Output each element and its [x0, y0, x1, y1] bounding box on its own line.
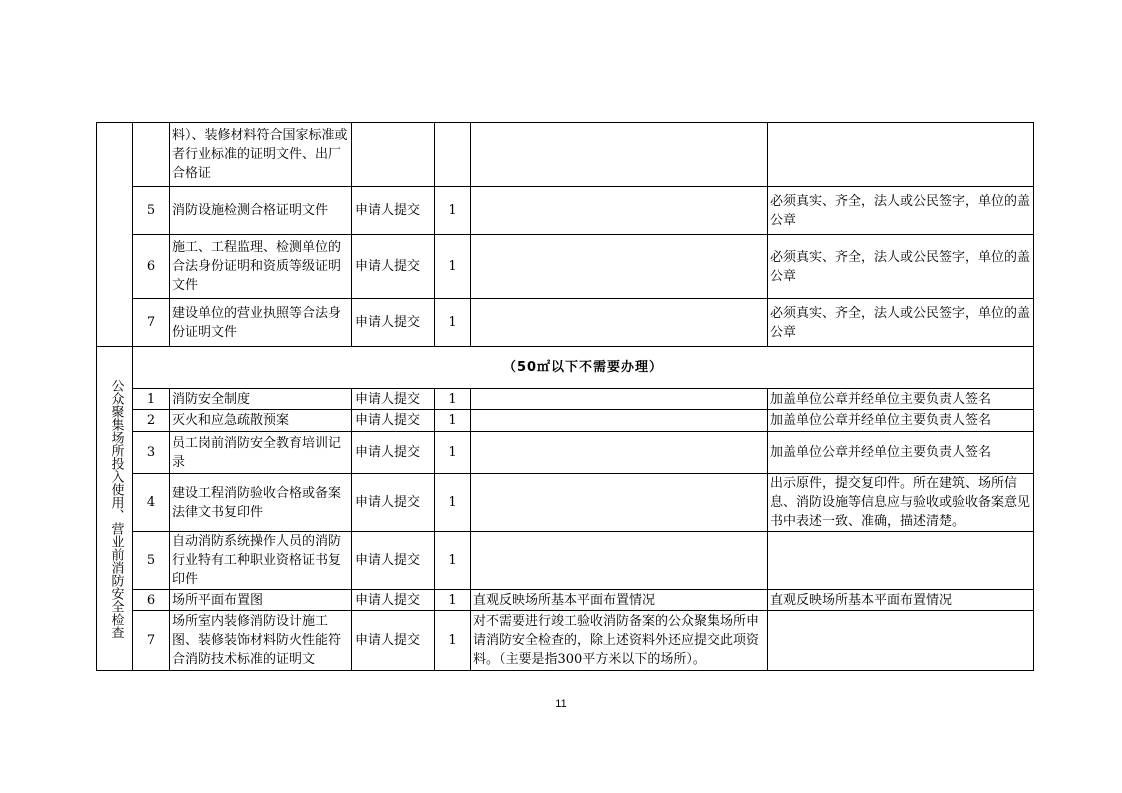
material-requirement: 对不需要进行竣工验收消防备案的公众聚集场所申请消防安全检查的，除上述资料外还应提交此项资料。（主要是指300平方米以下的场所）。 — [471, 611, 768, 671]
material-requirement — [471, 123, 768, 187]
section-banner: （50㎡以下不需要办理） — [133, 347, 1034, 389]
material-source — [352, 123, 435, 187]
row-number: 7 — [133, 611, 170, 671]
material-count — [435, 123, 471, 187]
material-name: 施工、工程监理、检测单位的合法身份证明和资质等级证明文件 — [170, 235, 352, 299]
section-title-cell — [97, 123, 133, 347]
material-source: 申请人提交 — [352, 432, 435, 474]
row-number: 6 — [133, 235, 170, 299]
material-name: 自动消防系统操作人员的消防行业特有工种职业资格证书复印件 — [170, 532, 352, 590]
material-source: 申请人提交 — [352, 389, 435, 410]
material-name: 场所室内装修消防设计施工图、装修装饰材料防火性能符合消防技术标准的证明文 — [170, 611, 352, 671]
material-name: 消防设施检测合格证明文件 — [170, 187, 352, 235]
document-table — [96, 122, 1034, 671]
material-source: 申请人提交 — [352, 299, 435, 347]
material-name: 建设工程消防验收合格或备案法律文书复印件 — [170, 474, 352, 532]
material-requirement — [471, 389, 768, 410]
material-requirement — [471, 532, 768, 590]
material-source: 申请人提交 — [352, 410, 435, 432]
row-number: 2 — [133, 410, 170, 432]
material-note: 直观反映场所基本平面布置情况 — [768, 590, 1034, 611]
table-row — [97, 389, 1034, 410]
material-note — [768, 123, 1034, 187]
row-number: 4 — [133, 474, 170, 532]
material-count: 1 — [435, 299, 471, 347]
section-title-cell — [97, 347, 133, 671]
material-name: 员工岗前消防安全教育培训记录 — [170, 432, 352, 474]
material-source: 申请人提交 — [352, 590, 435, 611]
material-requirement — [471, 432, 768, 474]
material-note: 出示原件，提交复印件。所在建筑、场所信息、消防设施等信息应与验收或验收备案意见书中表述一致、准确，描述清楚。 — [768, 474, 1034, 532]
material-count: 1 — [435, 235, 471, 299]
row-number: 1 — [133, 389, 170, 410]
material-count: 1 — [435, 389, 471, 410]
material-requirement — [471, 187, 768, 235]
table-row — [97, 590, 1034, 611]
material-requirement: 直观反映场所基本平面布置情况 — [471, 590, 768, 611]
material-source: 申请人提交 — [352, 187, 435, 235]
material-count: 1 — [435, 474, 471, 532]
material-name: 灭火和应急疏散预案 — [170, 410, 352, 432]
material-requirement — [471, 410, 768, 432]
table-row — [97, 299, 1034, 347]
material-count: 1 — [435, 611, 471, 671]
material-count: 1 — [435, 187, 471, 235]
material-requirement — [471, 235, 768, 299]
row-number: 3 — [133, 432, 170, 474]
table-row — [97, 235, 1034, 299]
material-requirement — [471, 299, 768, 347]
row-number: 5 — [133, 532, 170, 590]
material-count: 1 — [435, 432, 471, 474]
material-note: 必须真实、齐全，法人或公民签字，单位的盖公章 — [768, 299, 1034, 347]
table-row — [97, 474, 1034, 532]
material-note: 必须真实、齐全，法人或公民签字，单位的盖公章 — [768, 187, 1034, 235]
material-name: 建设单位的营业执照等合法身份证明文件 — [170, 299, 352, 347]
table-row — [97, 611, 1034, 671]
material-source: 申请人提交 — [352, 532, 435, 590]
material-count: 1 — [435, 590, 471, 611]
material-source: 申请人提交 — [352, 611, 435, 671]
material-note: 加盖单位公章并经单位主要负责人签名 — [768, 410, 1034, 432]
material-source: 申请人提交 — [352, 474, 435, 532]
material-note: 必须真实、齐全，法人或公民签字，单位的盖公章 — [768, 235, 1034, 299]
row-number — [133, 123, 170, 187]
table-row — [97, 432, 1034, 474]
row-number: 7 — [133, 299, 170, 347]
material-name: 消防安全制度 — [170, 389, 352, 410]
material-note: 加盖单位公章并经单位主要负责人签名 — [768, 389, 1034, 410]
row-number: 5 — [133, 187, 170, 235]
material-note — [768, 611, 1034, 671]
material-note — [768, 532, 1034, 590]
material-source: 申请人提交 — [352, 235, 435, 299]
table-row — [97, 347, 1034, 389]
table-row — [97, 123, 1034, 187]
section-title: 公众聚集场所投入使用、营业前消防安全检查 — [108, 378, 124, 639]
page-number: 11 — [555, 698, 567, 710]
material-requirement — [471, 474, 768, 532]
material-count: 1 — [435, 532, 471, 590]
material-count: 1 — [435, 410, 471, 432]
row-number: 6 — [133, 590, 170, 611]
material-name: 场所平面布置图 — [170, 590, 352, 611]
material-name: 料）、装修材料符合国家标准或者行业标准的证明文件、出厂合格证 — [170, 123, 352, 187]
table-row — [97, 532, 1034, 590]
table-row — [97, 410, 1034, 432]
table-row — [97, 187, 1034, 235]
material-note: 加盖单位公章并经单位主要负责人签名 — [768, 432, 1034, 474]
